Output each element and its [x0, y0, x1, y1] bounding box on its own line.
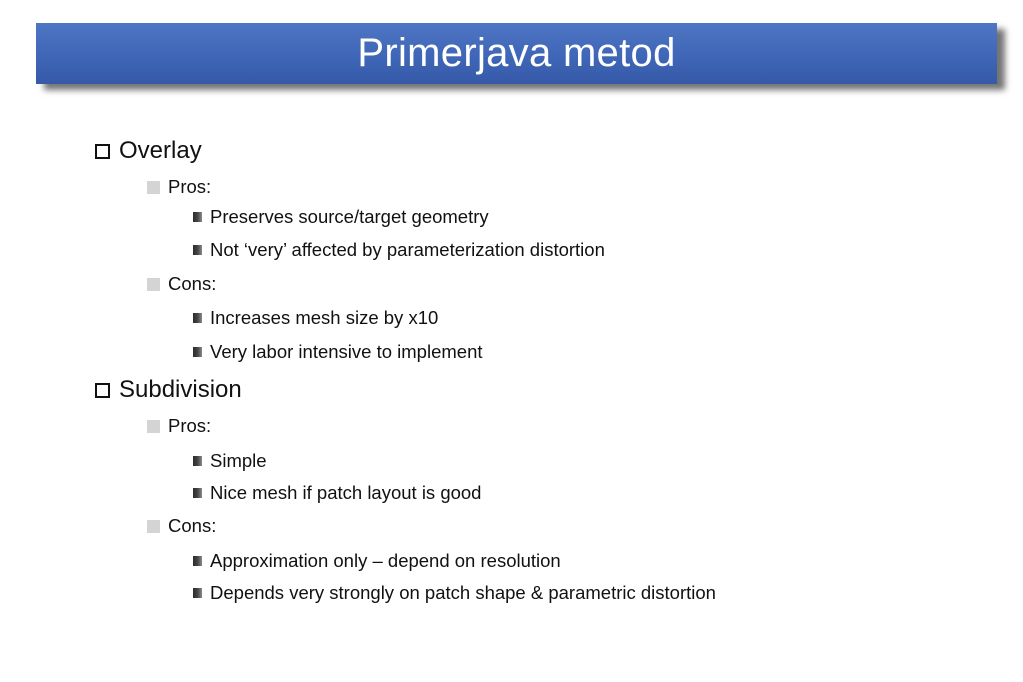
section-heading-text: Overlay [119, 137, 202, 164]
dark-square-bullet-icon [193, 313, 202, 323]
square-bullet-icon [147, 520, 160, 533]
dark-square-bullet-icon [193, 556, 202, 566]
square-bullet-icon [147, 278, 160, 291]
list-item [193, 549, 561, 573]
group-label-text: Pros: [168, 176, 212, 197]
dark-square-bullet-icon [193, 588, 202, 598]
list-item [193, 238, 605, 262]
group-label-overlay-cons [147, 272, 216, 296]
section-heading-subdivision [95, 375, 242, 405]
checkbox-bullet-icon [95, 144, 110, 159]
list-item [193, 449, 267, 473]
list-item [193, 340, 483, 364]
dark-square-bullet-icon [193, 347, 202, 357]
square-bullet-icon [147, 420, 160, 433]
list-item-text: Simple [210, 450, 267, 471]
list-item-text: Depends very strongly on patch shape & parametric distortion [210, 582, 716, 603]
group-label-text: Cons: [168, 273, 217, 294]
list-item-text: Approximation only – depend on resolution [210, 550, 561, 571]
group-label-subdivision-pros [147, 414, 211, 438]
dark-square-bullet-icon [193, 456, 202, 466]
list-item [193, 306, 438, 330]
list-item-text: Increases mesh size by x10 [210, 307, 439, 328]
group-label-subdivision-cons [147, 514, 216, 538]
list-item [193, 481, 481, 505]
square-bullet-icon [147, 181, 160, 194]
dark-square-bullet-icon [193, 245, 202, 255]
dark-square-bullet-icon [193, 212, 202, 222]
slide-title: Primerjava metod [357, 31, 676, 75]
list-item-text: Nice mesh if patch layout is good [210, 482, 482, 503]
group-label-overlay-pros [147, 175, 211, 199]
list-item-text: Very labor intensive to implement [210, 341, 483, 362]
list-item-text: Not ‘very’ affected by parameterization distortion [210, 239, 605, 260]
group-label-text: Cons: [168, 515, 217, 536]
group-label-text: Pros: [168, 415, 212, 436]
dark-square-bullet-icon [193, 488, 202, 498]
section-heading-text: Subdivision [119, 376, 242, 403]
list-item [193, 581, 716, 605]
list-item [193, 205, 489, 229]
section-heading-overlay [95, 136, 202, 166]
list-item-text: Preserves source/target geometry [210, 206, 489, 227]
checkbox-bullet-icon [95, 383, 110, 398]
